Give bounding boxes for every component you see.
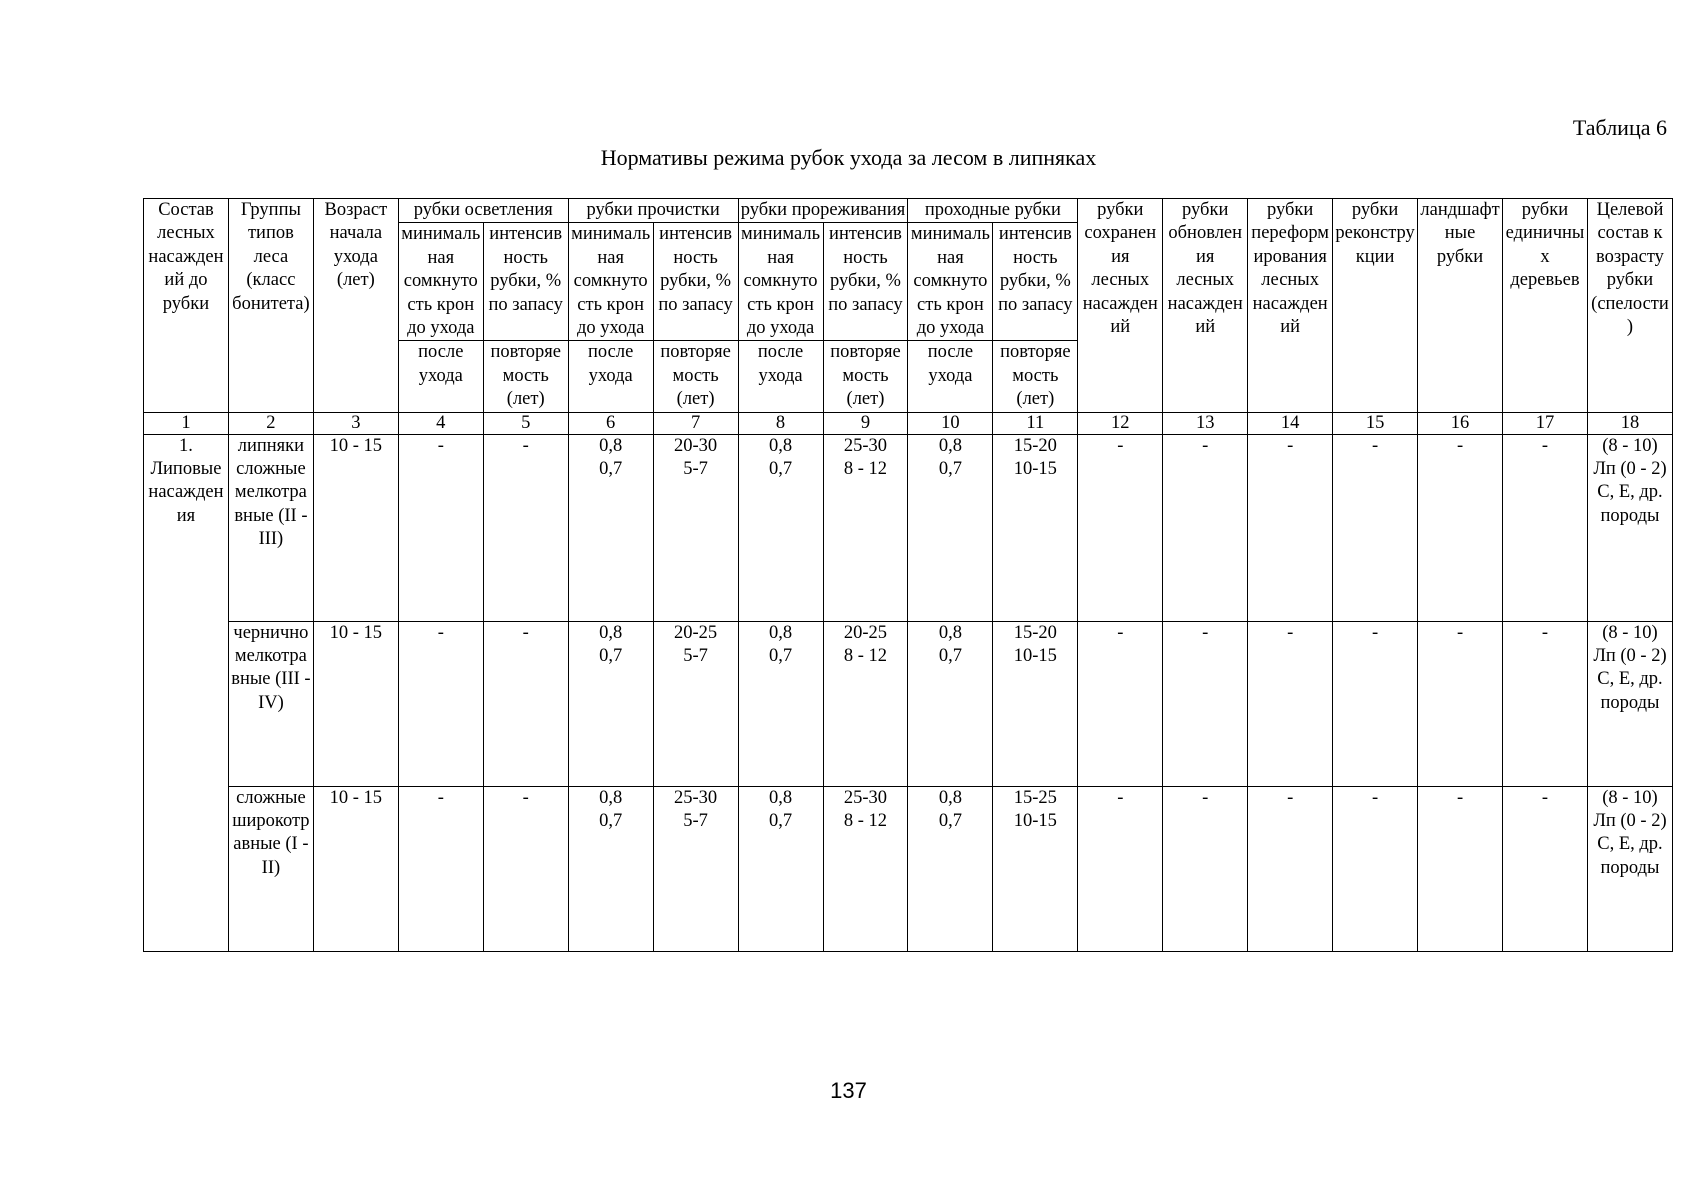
cell-c5: - (483, 434, 568, 621)
norms-table (143, 198, 1673, 952)
cell-c9: 25-30 8 - 12 (823, 786, 908, 951)
cell-c6: 0,8 0,7 (568, 434, 653, 621)
cell-c5: - (483, 786, 568, 951)
column-number: 12 (1078, 412, 1163, 434)
cell-forest-group: сложные широкотравные (I - II) (228, 786, 313, 951)
cell-c17: - (1503, 786, 1588, 951)
header-min-density: минимальная сомкнутость крон до ухода (568, 223, 653, 341)
column-number-row (144, 412, 1673, 434)
cell-c17: - (1503, 434, 1588, 621)
header-intensity: интенсивность рубки, % по запасу (993, 223, 1078, 341)
cell-c12: - (1078, 434, 1163, 621)
column-number: 6 (568, 412, 653, 434)
table-row (144, 621, 1673, 786)
column-number: 2 (228, 412, 313, 434)
cell-c15: - (1333, 786, 1418, 951)
header-min-density: минимальная сомкнутость крон до ухода (908, 223, 993, 341)
column-number: 8 (738, 412, 823, 434)
header-forest-groups: Группы типов леса (класс бонитета) (228, 199, 313, 413)
header-repeat: повторяемость (лет) (823, 341, 908, 412)
cell-c5: - (483, 621, 568, 786)
cell-c16: - (1418, 621, 1503, 786)
cell-c8: 0,8 0,7 (738, 621, 823, 786)
header-preservation: рубки сохранения лесных насаждений (1078, 199, 1163, 413)
table-row (144, 786, 1673, 951)
cell-target: (8 - 10) Лп (0 - 2) С, Е, др. породы (1587, 621, 1672, 786)
cell-c14: - (1248, 621, 1333, 786)
cell-c8: 0,8 0,7 (738, 434, 823, 621)
header-clarification: рубки осветления (398, 199, 568, 223)
column-number: 7 (653, 412, 738, 434)
cell-c6: 0,8 0,7 (568, 621, 653, 786)
cell-c4: - (398, 786, 483, 951)
header-thinning: рубки прореживания (738, 199, 908, 223)
cell-c12: - (1078, 621, 1163, 786)
column-number: 11 (993, 412, 1078, 434)
header-intensity: интенсивность рубки, % по запасу (823, 223, 908, 341)
cell-c11: 15-20 10-15 (993, 434, 1078, 621)
cell-composition: 1. Липовые насаждения (144, 434, 229, 951)
cell-c16: - (1418, 434, 1503, 621)
cell-start-age: 10 - 15 (313, 621, 398, 786)
cell-c7: 25-30 5-7 (653, 786, 738, 951)
cell-c7: 20-30 5-7 (653, 434, 738, 621)
column-number: 1 (144, 412, 229, 434)
column-number: 10 (908, 412, 993, 434)
header-single-trees: рубки единичных деревьев (1503, 199, 1588, 413)
header-min-density: минимальная сомкнутость крон до ухода (738, 223, 823, 341)
header-after-care: после ухода (908, 341, 993, 412)
column-number: 4 (398, 412, 483, 434)
header-repeat: повторяемость (лет) (993, 341, 1078, 412)
header-target: Целевой состав к возрасту рубки (спелости) (1587, 199, 1672, 413)
cell-start-age: 10 - 15 (313, 434, 398, 621)
header-renewal: рубки обновления лесных насаждений (1163, 199, 1248, 413)
cell-c9: 25-30 8 - 12 (823, 434, 908, 621)
cell-target: (8 - 10) Лп (0 - 2) С, Е, др. породы (1587, 786, 1672, 951)
cell-target: (8 - 10) Лп (0 - 2) С, Е, др. породы (1587, 434, 1672, 621)
cell-c14: - (1248, 434, 1333, 621)
header-repeat: повторяемость (лет) (653, 341, 738, 412)
table-label: Таблица 6 (1572, 115, 1667, 140)
table-row (144, 434, 1673, 621)
cell-forest-group: липняки сложные мелкотравные (II - III) (228, 434, 313, 621)
column-number: 9 (823, 412, 908, 434)
cell-c17: - (1503, 621, 1588, 786)
cell-c4: - (398, 434, 483, 621)
cell-c10: 0,8 0,7 (908, 434, 993, 621)
cell-c16: - (1418, 786, 1503, 951)
cell-c15: - (1333, 434, 1418, 621)
header-after-care: после ухода (398, 341, 483, 412)
header-repeat: повторяемость (лет) (483, 341, 568, 412)
page-number: 137 (830, 1078, 867, 1103)
header-passage: проходные рубки (908, 199, 1078, 223)
cell-start-age: 10 - 15 (313, 786, 398, 951)
header-cleaning: рубки прочистки (568, 199, 738, 223)
cell-c13: - (1163, 434, 1248, 621)
column-number: 3 (313, 412, 398, 434)
cell-c11: 15-25 10-15 (993, 786, 1078, 951)
cell-c7: 20-25 5-7 (653, 621, 738, 786)
column-number: 18 (1587, 412, 1672, 434)
cell-c11: 15-20 10-15 (993, 621, 1078, 786)
column-number: 17 (1503, 412, 1588, 434)
cell-c14: - (1248, 786, 1333, 951)
cell-c12: - (1078, 786, 1163, 951)
cell-c13: - (1163, 786, 1248, 951)
cell-c15: - (1333, 621, 1418, 786)
header-landscape: ландшафтные рубки (1418, 199, 1503, 413)
column-number: 15 (1333, 412, 1418, 434)
cell-forest-group: черничномелкотравные (III - IV) (228, 621, 313, 786)
column-number: 16 (1418, 412, 1503, 434)
cell-c8: 0,8 0,7 (738, 786, 823, 951)
header-row-1 (144, 199, 1673, 223)
cell-c6: 0,8 0,7 (568, 786, 653, 951)
header-after-care: после ухода (568, 341, 653, 412)
cell-c4: - (398, 621, 483, 786)
column-number: 14 (1248, 412, 1333, 434)
cell-c10: 0,8 0,7 (908, 621, 993, 786)
page-title: Нормативы режима рубок ухода за лесом в липняках (600, 145, 1097, 170)
header-reconstruction: рубки реконструкции (1333, 199, 1418, 413)
header-composition: Состав лесных насаждений до рубки (144, 199, 229, 413)
cell-c9: 20-25 8 - 12 (823, 621, 908, 786)
header-reformation: рубки переформирования лесных насаждений (1248, 199, 1333, 413)
header-min-density: минимальная сомкнутость крон до ухода (398, 223, 483, 341)
header-intensity: интенсивность рубки, % по запасу (483, 223, 568, 341)
cell-c13: - (1163, 621, 1248, 786)
header-after-care: после ухода (738, 341, 823, 412)
column-number: 5 (483, 412, 568, 434)
header-intensity: интенсивность рубки, % по запасу (653, 223, 738, 341)
column-number: 13 (1163, 412, 1248, 434)
header-start-age: Возраст начала ухода (лет) (313, 199, 398, 413)
cell-c10: 0,8 0,7 (908, 786, 993, 951)
